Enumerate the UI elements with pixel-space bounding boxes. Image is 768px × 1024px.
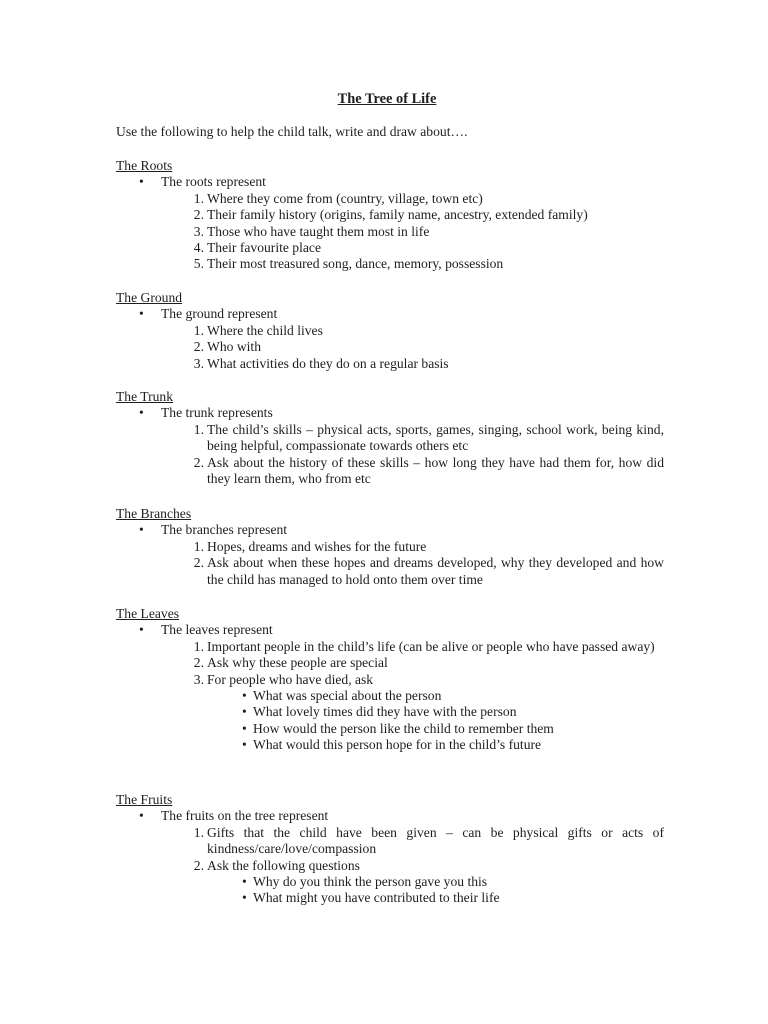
- item-text: Gifts that the child have been given – can be physical gifts or acts of kindness/care/love/compassion: [207, 824, 664, 857]
- bullet-dot-icon: •: [139, 622, 144, 638]
- bullet-text: The fruits on the tree represent: [161, 808, 329, 824]
- list-item: [116, 191, 664, 207]
- section-bullet: [116, 522, 664, 538]
- numbered-list: [116, 639, 664, 688]
- item-text: Ask why these people are special: [207, 655, 388, 671]
- item-text: What activities do they do on a regular basis: [207, 355, 449, 371]
- sub-bullet-item: [116, 874, 664, 890]
- sub-bullet-list: [116, 688, 664, 754]
- list-item: [116, 224, 664, 240]
- section-heading: The Leaves: [116, 606, 180, 621]
- item-number: 2.: [193, 655, 204, 671]
- section-heading: The Trunk: [116, 389, 174, 404]
- item-number: 1.: [193, 638, 204, 654]
- list-item: [116, 655, 664, 671]
- list-item: [116, 455, 664, 488]
- sub-bullet-text: What lovely times did they have with the person: [253, 704, 517, 720]
- bullet-dot-icon: •: [242, 737, 247, 753]
- item-text: For people who have died, ask: [207, 671, 374, 687]
- sub-bullet-item: [116, 890, 664, 906]
- bullet-dot-icon: •: [242, 890, 247, 906]
- bullet-dot-icon: •: [139, 306, 144, 322]
- item-number: 5.: [193, 256, 204, 272]
- list-item: [116, 256, 664, 272]
- section-bullet: [116, 306, 664, 322]
- section-fruits: [116, 792, 664, 907]
- list-item: [116, 207, 664, 223]
- numbered-list: [116, 539, 664, 588]
- list-item: [116, 240, 664, 256]
- item-number: 3.: [193, 355, 204, 371]
- item-number: 2.: [193, 339, 204, 355]
- item-number: 2.: [193, 454, 204, 470]
- item-text: Ask about when these hopes and dreams developed, why they developed and how the child has managed to hold onto them over time: [207, 555, 664, 587]
- section-branches: [116, 506, 664, 588]
- sub-bullet-item: [116, 704, 664, 720]
- page-title: The Tree of Life: [337, 91, 437, 107]
- bullet-dot-icon: •: [139, 522, 144, 538]
- item-text: Their family history (origins, family name, ancestry, extended family): [207, 207, 588, 223]
- item-text: Where the child lives: [207, 322, 323, 338]
- section-heading: The Fruits: [116, 792, 173, 807]
- list-item: [116, 639, 664, 655]
- item-number: 4.: [193, 240, 204, 256]
- numbered-list: [116, 191, 664, 273]
- section-trunk: [116, 389, 664, 487]
- bullet-dot-icon: •: [139, 174, 144, 190]
- section-roots: [116, 158, 664, 273]
- item-number: 1.: [193, 190, 204, 206]
- bullet-dot-icon: •: [242, 874, 247, 890]
- item-text: Ask about the history of these skills – how long they have had them for, how did they learn them, who from etc: [207, 454, 664, 487]
- bullet-text: The ground represent: [161, 306, 278, 322]
- list-item: [116, 339, 664, 355]
- item-text: The child’s skills – physical acts, sports, games, singing, school work, being kind, being helpful, compassionate towards others etc: [207, 421, 664, 454]
- item-text: Who with: [207, 339, 261, 355]
- sub-bullet-text: What was special about the person: [253, 688, 442, 704]
- list-item: [116, 422, 664, 455]
- sub-bullet-text: How would the person like the child to remember them: [253, 720, 554, 736]
- sub-bullet-item: [116, 688, 664, 704]
- section-bullet: [116, 808, 664, 824]
- section-leaves: [116, 606, 664, 754]
- list-item: [116, 356, 664, 372]
- bullet-dot-icon: •: [242, 704, 247, 720]
- item-text: Their favourite place: [207, 240, 321, 256]
- item-text: Their most treasured song, dance, memory, possession: [207, 256, 504, 272]
- item-number: 3.: [193, 671, 204, 687]
- section-bullet: [116, 622, 664, 638]
- section-heading: The Ground: [116, 290, 183, 305]
- item-text: Ask the following questions: [207, 857, 360, 873]
- list-item: [116, 825, 664, 858]
- list-item: [116, 858, 664, 874]
- sub-bullet-text: Why do you think the person gave you this: [253, 874, 488, 890]
- item-number: 2.: [193, 857, 204, 873]
- list-item: [116, 323, 664, 339]
- section-bullet: [116, 405, 664, 421]
- bullet-text: The leaves represent: [161, 622, 273, 638]
- bullet-text: The roots represent: [161, 174, 266, 190]
- sub-bullet-item: [116, 721, 664, 737]
- item-text: Those who have taught them most in life: [207, 223, 430, 239]
- list-item: [116, 555, 664, 588]
- intro-text: Use the following to help the child talk, write and draw about….: [116, 124, 468, 139]
- bullet-dot-icon: •: [139, 808, 144, 824]
- bullet-dot-icon: •: [139, 405, 144, 421]
- item-number: 3.: [193, 223, 204, 239]
- item-text: Important people in the child’s life (can be alive or people who have passed away): [207, 638, 655, 654]
- sub-bullet-text: What would this person hope for in the child’s future: [253, 737, 542, 753]
- section-heading: The Branches: [116, 506, 192, 521]
- numbered-list: [116, 825, 664, 874]
- numbered-list: [116, 323, 664, 372]
- item-number: 2.: [193, 207, 204, 223]
- bullet-dot-icon: •: [242, 720, 247, 736]
- item-number: 2.: [193, 555, 204, 571]
- item-number: 1.: [193, 824, 204, 840]
- item-number: 1.: [193, 538, 204, 554]
- sub-bullet-list: [116, 874, 664, 907]
- item-text: Hopes, dreams and wishes for the future: [207, 538, 427, 554]
- section-heading: The Roots: [116, 158, 173, 173]
- list-item: [116, 672, 664, 688]
- section-ground: [116, 290, 664, 372]
- item-text: Where they come from (country, village, town etc): [207, 190, 483, 206]
- sub-bullet-item: [116, 737, 664, 753]
- numbered-list: [116, 422, 664, 488]
- sub-bullet-text: What might you have contributed to their life: [253, 890, 500, 906]
- list-item: [116, 539, 664, 555]
- section-bullet: [116, 174, 664, 190]
- bullet-text: The trunk represents: [161, 405, 273, 421]
- item-number: 1.: [193, 421, 204, 437]
- bullet-dot-icon: •: [242, 688, 247, 704]
- bullet-text: The branches represent: [161, 522, 288, 538]
- item-number: 1.: [193, 322, 204, 338]
